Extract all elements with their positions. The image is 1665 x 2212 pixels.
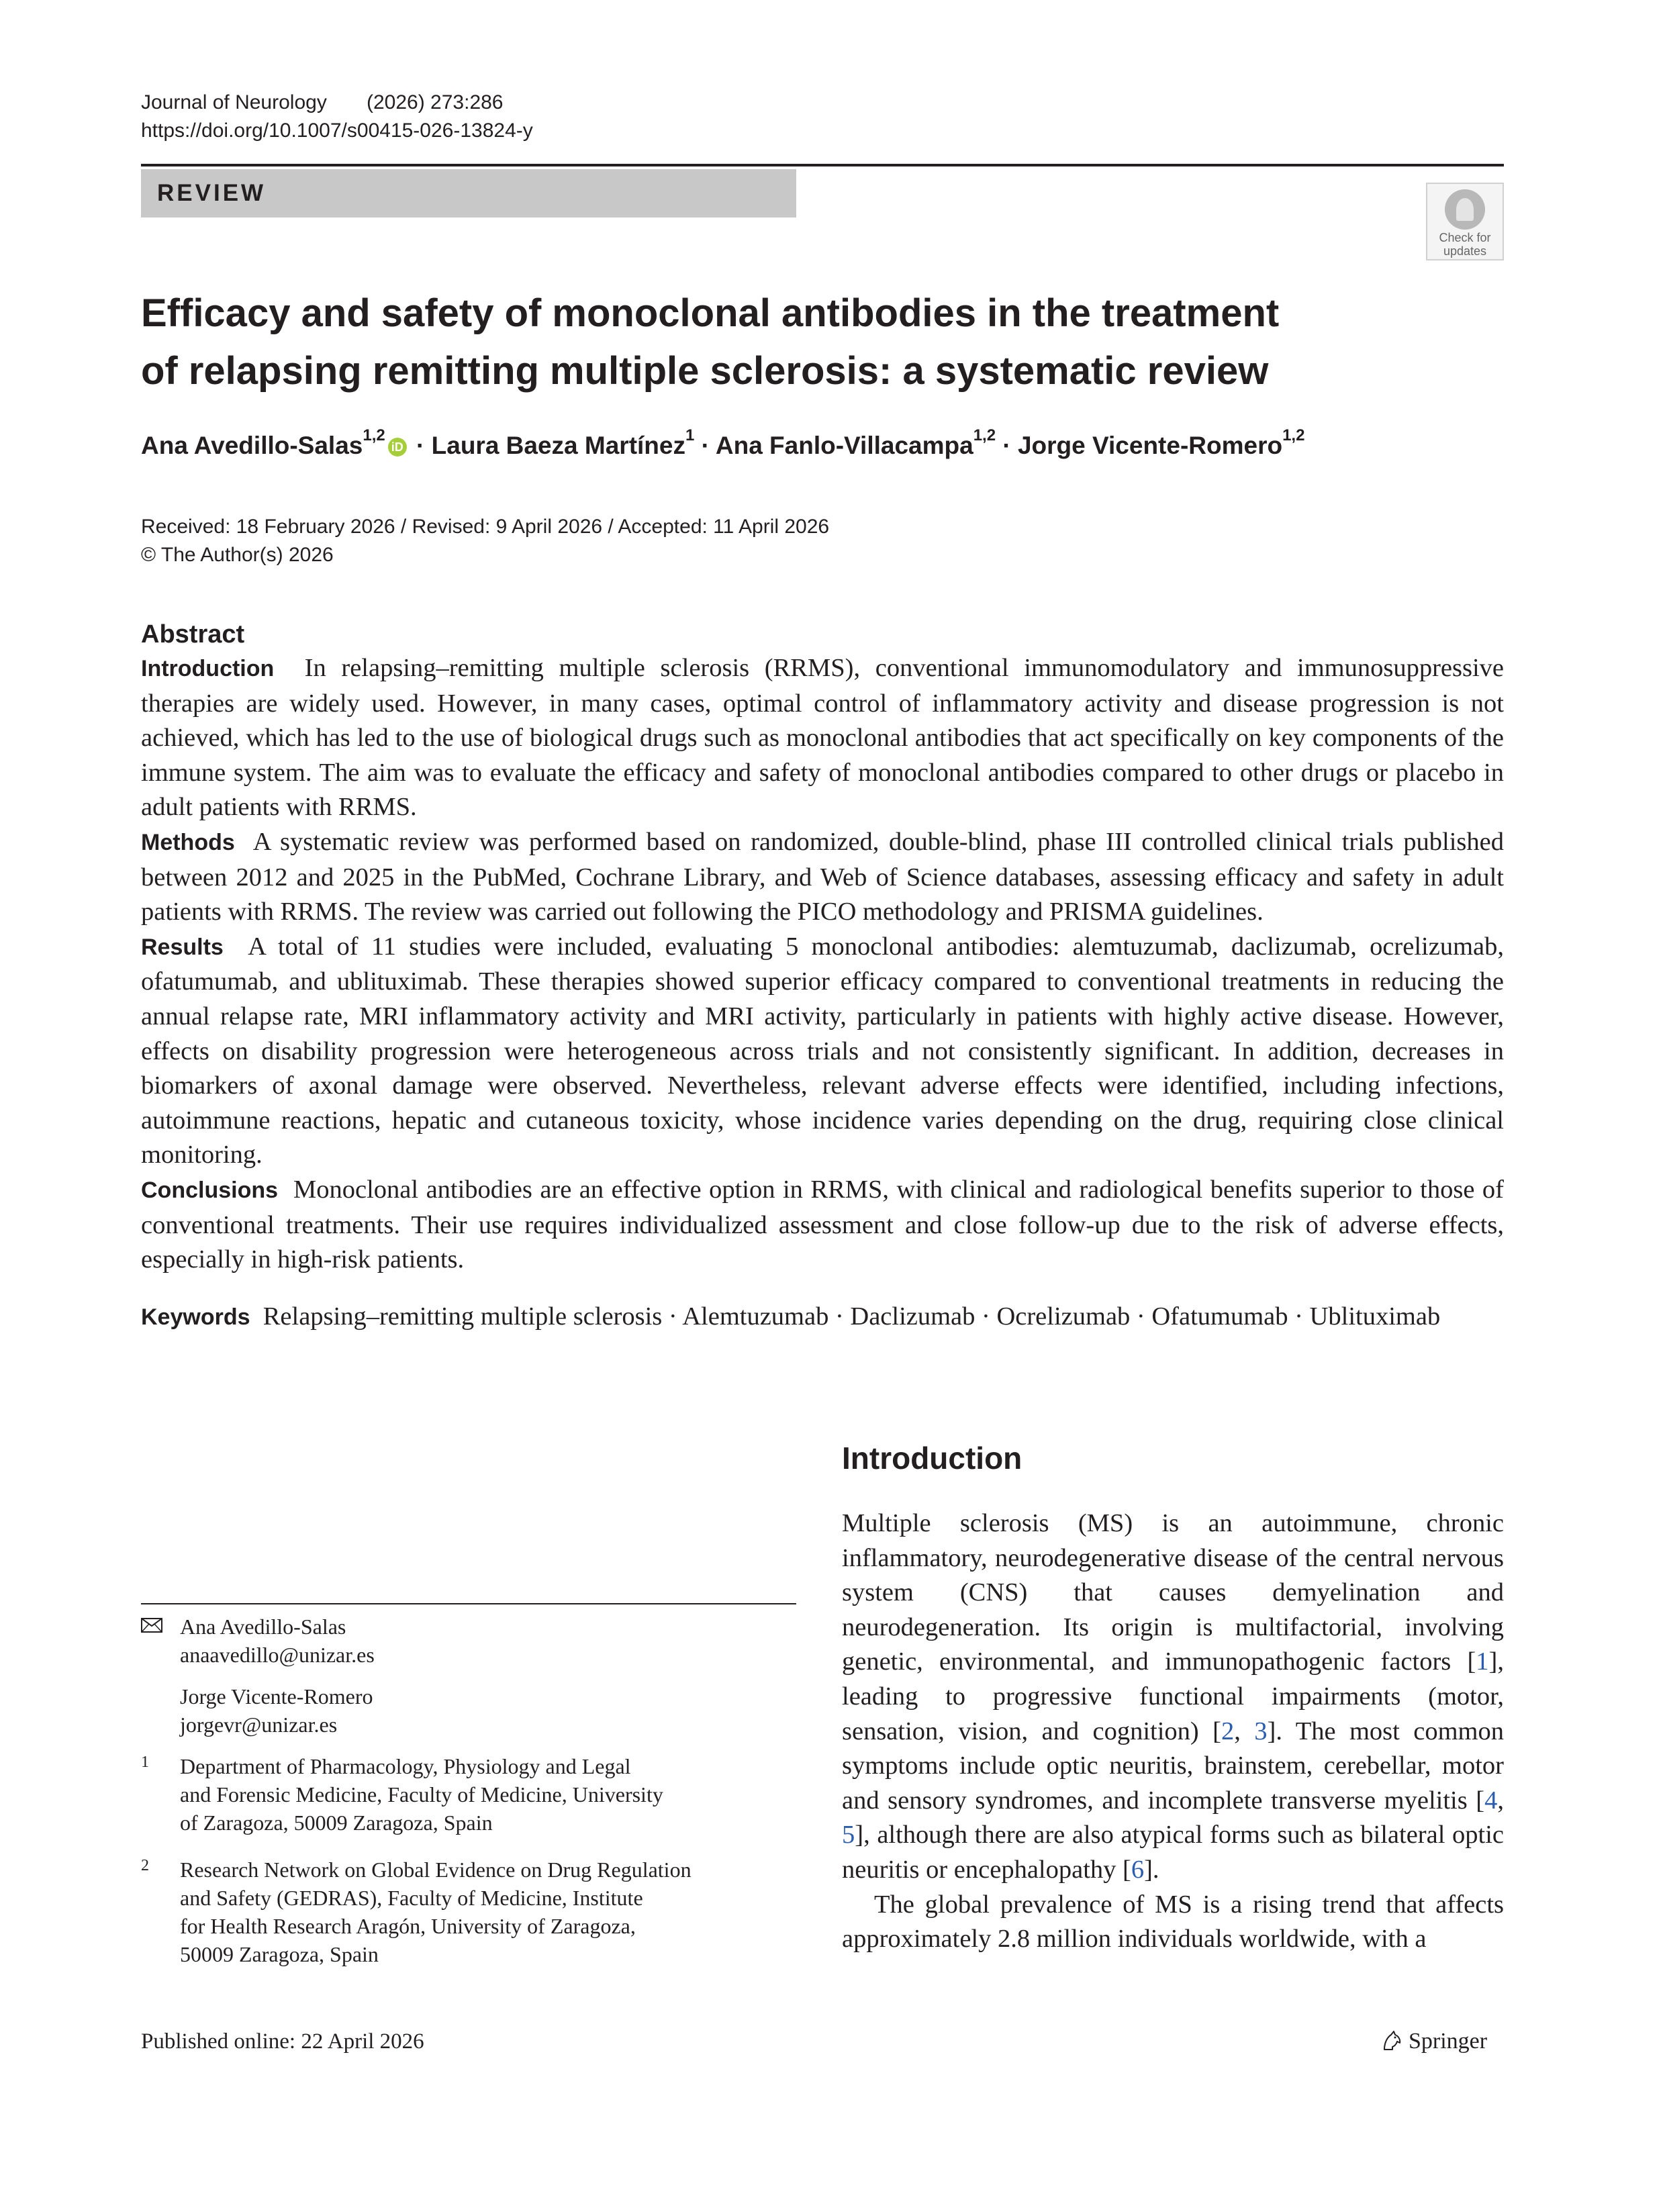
author-separator: ·: [694, 432, 716, 459]
author-list: [141, 427, 1504, 465]
intro-text: Multiple sclerosis (MS) is an autoimmune, chronic inflammatory, neurodegenerative disease of the central nervous system (CNS) that causes demyelination and neurodegeneration. Its origin is multifactorial, involving genetic, environmental, and immunopathogenic factors [: [842, 1509, 1504, 1676]
abstract-introduction: [141, 651, 1504, 825]
citation-link[interactable]: 3: [1254, 1717, 1268, 1745]
affiliation-line: and Forensic Medicine, Faculty of Medicine, University: [180, 1782, 663, 1807]
citation-link[interactable]: 6: [1131, 1855, 1145, 1884]
publisher-name: Springer: [1409, 2029, 1488, 2054]
affiliation-line: and Safety (GEDRAS), Faculty of Medicine, Institute: [180, 1886, 643, 1910]
check-for-updates-line1: Check for: [1439, 231, 1491, 244]
journal-name: Journal of Neurology: [141, 91, 327, 113]
affiliation-line: Department of Pharmacology, Physiology and Legal: [180, 1754, 631, 1778]
intro-text: ,: [1497, 1786, 1504, 1815]
affiliation-line: for Health Research Aragón, University of Zaragoza,: [180, 1914, 636, 1938]
citation-link[interactable]: 2: [1221, 1717, 1235, 1745]
abstract-introduction-label: Introduction: [141, 656, 275, 681]
contact-name: Jorge Vicente-Romero: [180, 1684, 373, 1709]
header-rule: [141, 164, 1504, 166]
running-head: [141, 89, 533, 145]
affiliation-1: [141, 1752, 796, 1837]
introduction-paragraph-1: [842, 1506, 1504, 1888]
journal-volume: (2026) 273:286: [367, 91, 504, 113]
intro-text: ], although there are also atypical forms such as bilateral optic neuritis or encephalopathy [: [842, 1821, 1504, 1884]
article-dates: [141, 513, 829, 569]
author-affiliation-mark: 1: [685, 426, 695, 444]
affiliation-2: [141, 1856, 796, 1968]
affiliation-line: Research Network on Global Evidence on Drug Regulation: [180, 1858, 692, 1882]
correspondence-block: [141, 1613, 796, 1968]
citation-link[interactable]: 4: [1484, 1786, 1498, 1815]
footnote-rule: [141, 1603, 796, 1604]
intro-text: ]. The most common symptoms include optic neuritis, brainstem, cerebellar, motor and sensory syndromes, and incomplete transverse myelitis [: [842, 1717, 1504, 1815]
abstract-methods-label: Methods: [141, 829, 235, 855]
contact-name: Ana Avedillo-Salas: [180, 1615, 346, 1639]
introduction-paragraph-2: The global prevalence of MS is a rising trend that affects approximately 2.8 million individuals worldwide, with a: [842, 1890, 1504, 1954]
corresponding-author: [141, 1682, 796, 1739]
affiliation-number: 1: [141, 1753, 149, 1771]
springer-horse-icon: [1380, 2029, 1403, 2052]
abstract-heading: Abstract: [141, 620, 245, 648]
author-affiliation-mark: 1,2: [973, 426, 996, 444]
orcid-icon[interactable]: iD: [388, 438, 407, 456]
title-line-2: of relapsing remitting multiple sclerosis: a systematic review: [141, 349, 1269, 393]
abstract-methods: [141, 825, 1504, 930]
author-separator: ·: [409, 432, 432, 459]
abstract-introduction-text: In relapsing–remitting multiple sclerosis (RRMS), conventional immunomodulatory and immunosuppressive therapies are widely used. However, in many cases, optimal control of inflammatory activity and disease progression is not achieved, which has led to the use of biological drugs such as monoclonal antibodies that act specifically on key components of the immune system. The aim was to evaluate the efficacy and safety of monoclonal antibodies compared to other drugs or placebo in adult patients with RRMS.: [141, 654, 1505, 822]
author-name[interactable]: Laura Baeza Martínez: [431, 432, 685, 459]
check-for-updates-badge[interactable]: [1426, 183, 1504, 260]
abstract-conclusions-text: Monoclonal antibodies are an effective option in RRMS, with clinical and radiological benefits superior to those of conventional treatments. Their use requires individualized assessment and close follow-up due to the risk of adverse effects, especially in high-risk patients.: [141, 1175, 1505, 1274]
contact-email[interactable]: jorgevr@unizar.es: [180, 1713, 338, 1737]
article-type-label: REVIEW: [157, 180, 267, 206]
check-for-updates-line2: updates: [1443, 244, 1487, 258]
author-name[interactable]: Ana Fanlo-Villacampa: [715, 432, 973, 459]
publisher-logo[interactable]: [1380, 2026, 1487, 2057]
author-affiliation-mark: 1,2: [363, 426, 385, 444]
intro-text: ].: [1144, 1855, 1159, 1884]
author-affiliation-mark: 1,2: [1282, 426, 1305, 444]
article-history: Received: 18 February 2026 / Revised: 9 April 2026 / Accepted: 11 April 2026: [141, 516, 830, 538]
citation-link[interactable]: 1: [1476, 1647, 1489, 1676]
published-online: Published online: 22 April 2026: [141, 2029, 424, 2054]
copyright-line: © The Author(s) 2026: [141, 544, 334, 566]
article-title: [141, 285, 1504, 400]
keywords-text: Relapsing–remitting multiple sclerosis · Alemtuzumab · Daclizumab · Ocrelizumab · Ofatumumab · Ublituximab: [263, 1302, 1441, 1331]
citation-link[interactable]: 5: [842, 1821, 855, 1849]
abstract-conclusions-label: Conclusions: [141, 1177, 279, 1203]
intro-text: ,: [1234, 1717, 1255, 1745]
author-name[interactable]: Ana Avedillo-Salas: [141, 432, 363, 459]
title-line-1: Efficacy and safety of monoclonal antibodies in the treatment: [141, 291, 1280, 335]
abstract-results-label: Results: [141, 934, 224, 960]
affiliation-line: 50009 Zaragoza, Spain: [180, 1942, 379, 1966]
author-separator: ·: [996, 432, 1018, 459]
abstract-results-text: A total of 11 studies were included, evaluating 5 monoclonal antibodies: alemtuzumab, daclizumab, ocrelizumab, ofatumumab, and ublituximab. These therapies showed superior efficacy compared to conventional treatments in reducing the annual relapse rate, MRI inflammatory activity and MRI activity, particularly in patients with highly active disease. However, effects on disability progression were heterogeneous across trials and not consistently significant. In addition, decreases in biomarkers of axonal damage were observed. Nevertheless, relevant adverse effects were identified, including infections, autoimmune reactions, hepatic and cutaneous toxicity, whose incidence varies depending on the drug, requiring close clinical monitoring.: [141, 932, 1504, 1169]
introduction-heading: Introduction: [842, 1441, 1022, 1476]
contact-email[interactable]: anaavedillo@unizar.es: [180, 1643, 375, 1667]
envelope-icon: [141, 1618, 162, 1633]
author-name[interactable]: Jorge Vicente-Romero: [1017, 432, 1283, 459]
keywords: [141, 1300, 1504, 1335]
crossmark-icon: [1445, 189, 1485, 230]
affiliation-line: of Zaragoza, 50009 Zaragoza, Spain: [180, 1811, 493, 1835]
intro-text: ], leading to progressive functional impairments (motor, sensation, vision, and cognition) [: [842, 1647, 1504, 1745]
corresponding-author: [141, 1613, 796, 1669]
introduction-body: [842, 1506, 1504, 1957]
affiliation-number: 2: [141, 1857, 149, 1874]
abstract-results: [141, 930, 1504, 1173]
abstract-methods-text: A systematic review was performed based on randomized, double-blind, phase III controlled clinical trials published between 2012 and 2025 in the PubMed, Cochrane Library, and Web of Science databases, assessing efficacy and safety in adult patients with RRMS. The review was carried out following the PICO methodology and PRISMA guidelines.: [141, 827, 1504, 926]
keywords-label: Keywords: [141, 1304, 250, 1330]
abstract-body: [141, 651, 1504, 1278]
doi-link[interactable]: https://doi.org/10.1007/s00415-026-13824-y: [141, 119, 533, 142]
abstract-conclusions: [141, 1173, 1504, 1278]
